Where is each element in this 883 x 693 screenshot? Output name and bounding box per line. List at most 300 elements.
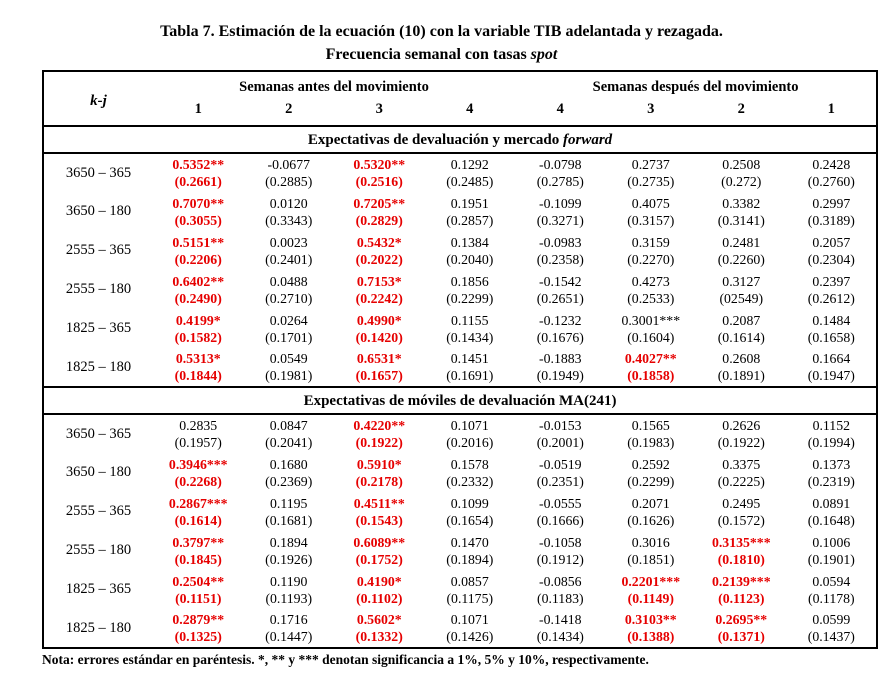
estimate-value: 0.2481 [722, 234, 761, 250]
estimate-cell [244, 153, 335, 192]
std-error-value: (0.1922) [355, 435, 403, 450]
estimate-value: 0.1006 [812, 534, 851, 550]
std-error-value: (0.1983) [627, 435, 675, 450]
estimate-value: 0.0264 [269, 312, 308, 328]
estimate-cell [787, 414, 878, 453]
std-error-value: (0.1626) [627, 512, 675, 528]
estimate-cell [153, 348, 244, 387]
estimate-cell [425, 309, 516, 348]
estimate-cell [606, 270, 697, 309]
std-error-value: (02549) [719, 290, 764, 306]
estimate-cell [334, 192, 425, 231]
estimate-cell [153, 153, 244, 192]
estimate-cell [515, 609, 606, 648]
section-title [43, 126, 877, 153]
estimate-value: 0.3159 [631, 234, 670, 250]
section-title [43, 387, 877, 414]
std-error-value: (0.1388) [627, 629, 675, 644]
std-error-value: (0.1434) [536, 629, 584, 644]
estimate-cell [515, 231, 606, 270]
table-row [43, 492, 877, 531]
std-error-value: (0.2760) [807, 174, 855, 189]
estimate-cell [606, 192, 697, 231]
std-error-value: (0.1543) [355, 512, 403, 528]
estimate-cell [244, 348, 335, 387]
estimate-cell [244, 531, 335, 570]
table-row [43, 531, 877, 570]
estimate-cell [425, 231, 516, 270]
estimate-value: 0.4075 [631, 195, 670, 211]
estimate-cell [515, 309, 606, 348]
std-error-value: (0.1666) [536, 512, 584, 528]
std-error-value: (0.1183) [536, 590, 584, 606]
estimate-cell [425, 270, 516, 309]
std-error-value: (0.1437) [807, 629, 855, 644]
estimate-value: 0.5910* [356, 456, 402, 472]
estimate-cell [606, 492, 697, 531]
estimate-cell [244, 570, 335, 609]
std-error-value: (0.1891) [717, 368, 765, 383]
estimate-value: 0.0891 [812, 495, 851, 511]
estimate-value: 0.0023 [269, 234, 308, 250]
estimate-cell [515, 414, 606, 453]
estimate-cell [425, 609, 516, 648]
std-error-value: (0.2735) [627, 174, 675, 189]
std-error-value: (0.1681) [265, 512, 313, 528]
std-error-value: (0.1926) [265, 551, 313, 567]
estimate-cell [696, 531, 787, 570]
std-error-value: (0.2351) [536, 473, 584, 489]
estimate-cell [244, 270, 335, 309]
std-error-value: (0.2885) [265, 174, 313, 189]
std-error-value: (0.1901) [807, 551, 855, 567]
std-error-value: (0.1949) [536, 368, 584, 383]
std-error-value: (0.1676) [536, 329, 584, 345]
estimate-value: 0.2997 [812, 195, 851, 211]
estimate-value: 0.4220** [353, 418, 406, 433]
row-label: 1825 – 365 [65, 320, 132, 336]
estimate-cell [787, 192, 878, 231]
estimate-cell [153, 414, 244, 453]
weeks-before-group-header: Semanas antes del movimiento [239, 79, 429, 95]
estimate-value: 0.1292 [450, 157, 489, 172]
table-row [43, 609, 877, 648]
before-week-2-header: 2 [285, 101, 293, 117]
std-error-value: (0.2206) [174, 251, 222, 267]
estimate-cell [334, 309, 425, 348]
std-error-value: (0.1894) [446, 551, 494, 567]
estimate-cell [787, 348, 878, 387]
std-error-value: (0.2516) [355, 174, 403, 189]
std-error-value: (0.2022) [355, 251, 403, 267]
section-title-text: Expectativas de devaluación y mercado [307, 131, 563, 148]
std-error-value: (0.1371) [717, 629, 765, 644]
before-week-1-header: 1 [194, 101, 202, 117]
row-label: 2555 – 180 [65, 542, 132, 558]
std-error-value: (0.2040) [446, 251, 494, 267]
estimate-cell [425, 348, 516, 387]
table-row [43, 192, 877, 231]
estimate-value: -0.0519 [539, 456, 582, 472]
std-error-value: (0.1845) [174, 551, 222, 567]
estimate-value: 0.2139*** [711, 573, 771, 589]
estimate-value: 0.5151** [172, 234, 225, 250]
table-row [43, 414, 877, 453]
estimate-value: 0.2087 [722, 312, 761, 328]
estimate-value: -0.1418 [539, 612, 582, 627]
estimate-cell [696, 153, 787, 192]
estimate-cell [606, 453, 697, 492]
estimate-cell [425, 153, 516, 192]
std-error-value: (0.2358) [536, 251, 584, 267]
estimate-cell [425, 531, 516, 570]
estimate-cell [425, 453, 516, 492]
std-error-value: (0.1420) [355, 329, 403, 345]
std-error-value: (0.1193) [265, 590, 313, 606]
estimate-cell [696, 309, 787, 348]
std-error-value: (0.1701) [265, 329, 313, 345]
std-error-value: (0.2299) [446, 290, 494, 306]
estimate-value: 0.4190* [356, 573, 402, 589]
table-title-line2-italic: spot [530, 46, 558, 63]
std-error-value: (0.1981) [265, 368, 313, 383]
std-error-value: (0.2490) [174, 290, 222, 306]
estimate-cell [153, 570, 244, 609]
table-row [43, 570, 877, 609]
std-error-value: (0.2857) [446, 212, 494, 228]
std-error-value: (0.1102) [356, 590, 403, 606]
estimate-value: 0.1894 [269, 534, 308, 550]
std-error-value: (0.1447) [265, 629, 313, 644]
table-title-line2 [0, 43, 883, 66]
estimate-cell [153, 453, 244, 492]
std-error-value: (0.1851) [627, 551, 675, 567]
estimate-value: 0.3135*** [711, 534, 771, 550]
std-error-value: (0.2299) [627, 473, 675, 489]
weeks-after-group-header: Semanas después del movimiento [592, 79, 799, 95]
estimate-value: 0.1664 [812, 351, 851, 366]
std-error-value: (0.1325) [174, 629, 222, 644]
std-error-value: (0.1858) [627, 368, 675, 383]
estimate-value: 0.7070** [172, 195, 225, 211]
estimate-value: 0.2867*** [168, 495, 228, 511]
section-title-italic: forward [563, 131, 613, 148]
std-error-value: (0.1810) [717, 551, 765, 567]
row-label: 3650 – 365 [65, 164, 132, 181]
estimate-cell [696, 570, 787, 609]
estimate-value: -0.0983 [539, 234, 582, 250]
table-row [43, 348, 877, 387]
section-header-row [43, 126, 877, 153]
row-label: 2555 – 180 [65, 281, 132, 297]
estimate-value: 0.2495 [722, 495, 761, 511]
estimate-value: 0.2428 [812, 157, 851, 172]
std-error-value: (0.2268) [174, 473, 222, 489]
estimate-value: 0.3127 [722, 273, 761, 289]
std-error-value: (0.2785) [536, 174, 584, 189]
estimate-cell [334, 270, 425, 309]
estimate-cell [696, 270, 787, 309]
estimate-value: -0.1099 [539, 195, 582, 211]
estimate-value: -0.1883 [539, 351, 582, 366]
estimate-cell [515, 348, 606, 387]
estimate-value: 0.1071 [450, 612, 489, 627]
estimate-cell [606, 309, 697, 348]
estimate-value: 0.2592 [631, 456, 670, 472]
estimate-cell [515, 531, 606, 570]
std-error-value: (0.2332) [446, 473, 494, 489]
estimate-value: 0.0488 [269, 273, 308, 289]
std-error-value: (0.3055) [174, 212, 222, 228]
estimate-value: 0.1373 [812, 456, 851, 472]
std-error-value: (0.1912) [536, 551, 584, 567]
estimate-cell [515, 153, 606, 192]
estimate-cell [244, 231, 335, 270]
estimate-cell [696, 414, 787, 453]
estimate-cell [425, 192, 516, 231]
estimate-cell [425, 570, 516, 609]
std-error-value: (0.2533) [627, 290, 675, 306]
table-header [43, 71, 877, 126]
estimate-value: 0.2397 [812, 273, 851, 289]
estimate-value: 0.5432* [356, 234, 402, 250]
estimate-cell [515, 453, 606, 492]
estimate-value: 0.0594 [812, 573, 851, 589]
std-error-value: (0.1957) [174, 435, 222, 450]
std-error-value: (0.2319) [807, 473, 855, 489]
week-number-header-row [43, 97, 877, 126]
estimate-value: 0.1856 [450, 273, 489, 289]
estimate-value: 0.1470 [450, 534, 489, 550]
row-label: 1825 – 180 [65, 619, 132, 636]
estimate-value: 0.1716 [269, 612, 308, 627]
estimate-cell [425, 414, 516, 453]
estimate-cell [515, 570, 606, 609]
estimate-value: 0.1484 [812, 312, 851, 328]
estimate-value: -0.0555 [539, 495, 582, 511]
std-error-value: (0.1844) [174, 368, 222, 383]
std-error-value: (0.3157) [627, 212, 675, 228]
estimate-cell [153, 531, 244, 570]
estimate-value: 0.6402** [172, 273, 225, 289]
std-error-value: (0.2710) [265, 290, 313, 306]
std-error-value: (0.1654) [446, 512, 494, 528]
estimate-value: 0.6089** [353, 534, 406, 550]
estimate-cell [696, 231, 787, 270]
std-error-value: (0.2041) [265, 435, 313, 450]
estimate-value: 0.3016 [631, 534, 670, 550]
estimate-value: 0.7205** [353, 195, 406, 211]
kj-column-header: k-j [90, 93, 107, 109]
estimate-value: 0.2608 [722, 351, 761, 366]
estimate-cell [153, 309, 244, 348]
std-error-value: (0.1994) [807, 435, 855, 450]
estimate-cell [425, 492, 516, 531]
section-title-text: Expectativas de móviles de devaluación MA(241) [303, 392, 617, 409]
std-error-value: (0.1614) [174, 512, 222, 528]
estimate-cell [334, 453, 425, 492]
estimate-value: -0.1542 [539, 273, 582, 289]
estimate-value: -0.1058 [539, 534, 582, 550]
std-error-value: (0.1572) [717, 512, 765, 528]
estimate-cell [334, 492, 425, 531]
estimate-cell [606, 414, 697, 453]
std-error-value: (0.1752) [355, 551, 403, 567]
estimate-cell [787, 270, 878, 309]
estimate-cell [334, 531, 425, 570]
estimate-cell [244, 309, 335, 348]
std-error-value: (0.2270) [627, 251, 675, 267]
table-row [43, 270, 877, 309]
before-week-4-header: 4 [466, 101, 474, 117]
estimate-value: 0.3946*** [168, 456, 228, 472]
std-error-value: (0.2401) [265, 251, 313, 267]
table-title-line2-text: Frecuencia semanal con tasas [325, 46, 531, 63]
estimate-cell [153, 609, 244, 648]
estimate-value: 0.4273 [631, 273, 670, 289]
estimate-cell [606, 348, 697, 387]
estimate-value: 0.4199* [175, 312, 221, 328]
estimate-value: 0.1152 [812, 418, 851, 433]
std-error-value: (0.1426) [446, 629, 494, 644]
estimate-value: 0.4511** [353, 495, 405, 511]
std-error-value: (0.1149) [627, 590, 674, 606]
std-error-value: (0.2651) [536, 290, 584, 306]
estimate-value: 0.1680 [269, 456, 308, 472]
std-error-value: (0.2001) [536, 435, 584, 450]
estimate-value: 0.5602* [356, 612, 402, 627]
estimate-cell [696, 492, 787, 531]
estimate-cell [244, 609, 335, 648]
section-header-row [43, 387, 877, 414]
estimate-value: 0.2835 [179, 418, 218, 433]
estimation-table [42, 70, 878, 649]
before-week-3-header: 3 [375, 101, 383, 117]
estimate-cell [334, 153, 425, 192]
std-error-value: (0.1175) [446, 590, 494, 606]
estimate-cell [153, 492, 244, 531]
estimate-cell [606, 531, 697, 570]
estimate-value: 0.1565 [631, 418, 670, 433]
estimate-cell [696, 609, 787, 648]
table-row [43, 231, 877, 270]
estimate-value: 0.3001*** [621, 312, 681, 328]
estimate-cell [244, 453, 335, 492]
estimate-value: 0.5313* [175, 351, 221, 366]
estimate-value: -0.0856 [539, 573, 582, 589]
std-error-value: (0.1614) [717, 329, 765, 345]
estimate-cell [787, 531, 878, 570]
table-title [0, 20, 883, 66]
estimate-cell [334, 570, 425, 609]
estimate-value: 0.0120 [269, 195, 308, 211]
estimate-cell [153, 231, 244, 270]
estimate-value: 0.4027** [624, 351, 677, 366]
std-error-value: (0.1648) [807, 512, 855, 528]
estimate-value: 0.2071 [631, 495, 670, 511]
estimate-cell [787, 231, 878, 270]
std-error-value: (0.2260) [717, 251, 765, 267]
estimate-cell [244, 192, 335, 231]
row-label: 2555 – 365 [65, 503, 132, 519]
row-label: 3650 – 180 [65, 203, 132, 219]
estimate-cell [787, 309, 878, 348]
estimate-value: 0.0549 [269, 351, 308, 366]
estimate-cell [244, 414, 335, 453]
std-error-value: (0.2304) [807, 251, 855, 267]
estimate-value: 0.1451 [450, 351, 489, 366]
std-error-value: (0.1604) [627, 329, 675, 345]
estimate-cell [787, 153, 878, 192]
table-title-line1: Tabla 7. Estimación de la ecuación (10) con la variable TIB adelantada y rezagada. [160, 23, 723, 40]
std-error-value: (0.3343) [265, 212, 313, 228]
estimate-cell [244, 492, 335, 531]
estimate-cell [606, 570, 697, 609]
table-row [43, 453, 877, 492]
estimate-value: 0.7153* [356, 273, 402, 289]
estimate-cell [606, 609, 697, 648]
after-week-3-header: 3 [647, 101, 655, 117]
estimate-cell [153, 270, 244, 309]
estimate-value: 0.1195 [270, 495, 308, 511]
estimate-cell [334, 609, 425, 648]
estimate-value: 0.2879** [172, 612, 225, 627]
estimate-value: -0.0677 [267, 157, 311, 172]
estimate-value: 0.2201*** [621, 573, 681, 589]
estimate-value: 0.4990* [356, 312, 402, 328]
estimate-cell [787, 453, 878, 492]
estimate-value: 0.2508 [722, 157, 761, 172]
table-row [43, 309, 877, 348]
row-label: 3650 – 180 [65, 464, 132, 480]
std-error-value: (0.1151) [175, 590, 222, 606]
row-label: 2555 – 365 [65, 242, 132, 258]
estimate-cell [696, 348, 787, 387]
std-error-value: (0.2661) [174, 174, 222, 189]
estimate-value: 0.5352** [172, 157, 225, 172]
estimate-value: 0.1384 [450, 234, 489, 250]
std-error-value: (0.1332) [355, 629, 403, 644]
estimate-value: 0.3382 [722, 195, 761, 211]
std-error-value: (0.2242) [355, 290, 403, 306]
estimate-value: 0.1071 [450, 418, 489, 433]
std-error-value: (0.1947) [807, 368, 855, 383]
std-error-value: (0.1123) [718, 590, 765, 606]
estimate-cell [606, 231, 697, 270]
estimate-value: 0.0599 [812, 612, 851, 627]
estimate-cell [515, 492, 606, 531]
estimate-value: 0.0847 [269, 418, 308, 433]
estimate-value: 0.1578 [450, 456, 489, 472]
after-week-2-header: 2 [737, 101, 745, 117]
estimate-cell [787, 570, 878, 609]
estimate-cell [334, 414, 425, 453]
estimate-value: 0.1951 [450, 195, 489, 211]
estimate-cell [515, 270, 606, 309]
std-error-value: (0.3271) [536, 212, 584, 228]
estimate-cell [334, 348, 425, 387]
estimate-value: 0.1155 [451, 312, 489, 328]
std-error-value: (0.1922) [717, 435, 765, 450]
estimate-value: 0.2737 [631, 157, 670, 172]
std-error-value: (0.2369) [265, 473, 313, 489]
estimate-cell [696, 453, 787, 492]
row-label: 1825 – 180 [65, 358, 132, 375]
group-header-row [43, 71, 877, 97]
std-error-value: (0.1658) [807, 329, 855, 345]
estimate-value: 0.2504** [172, 573, 225, 589]
estimate-value: 0.0857 [450, 573, 489, 589]
